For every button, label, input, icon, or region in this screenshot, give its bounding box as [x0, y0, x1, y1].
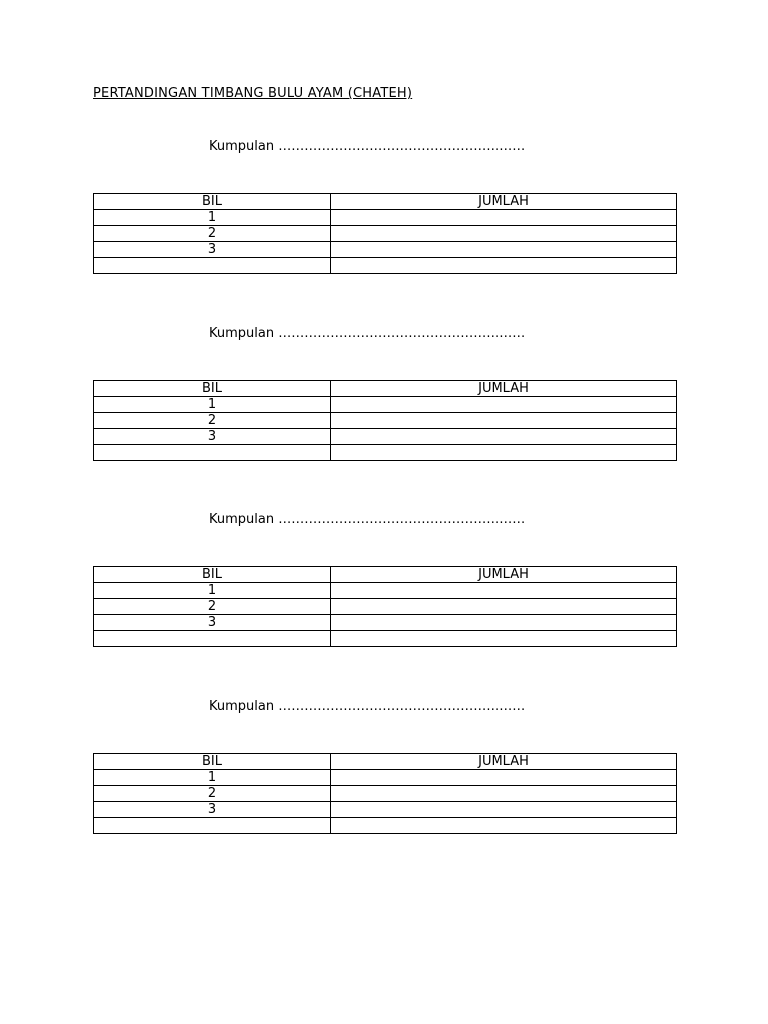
bil-cell: 1	[94, 397, 331, 413]
bil-cell	[94, 445, 331, 461]
table-row	[94, 599, 677, 615]
jumlah-cell	[331, 258, 677, 274]
table-header-row	[94, 381, 677, 397]
table-row	[94, 445, 677, 461]
table-row	[94, 413, 677, 429]
jumlah-cell	[331, 818, 677, 834]
group-label-4: Kumpulan …………………………………………………	[209, 699, 526, 714]
jumlah-cell	[331, 599, 677, 615]
jumlah-cell	[331, 770, 677, 786]
score-table-3	[93, 566, 677, 647]
jumlah-cell	[331, 615, 677, 631]
jumlah-cell	[331, 210, 677, 226]
bil-cell: 2	[94, 226, 331, 242]
table-row	[94, 818, 677, 834]
jumlah-cell	[331, 583, 677, 599]
jumlah-cell	[331, 242, 677, 258]
bil-cell	[94, 818, 331, 834]
score-table-2	[93, 380, 677, 461]
table-row	[94, 226, 677, 242]
score-table-1	[93, 193, 677, 274]
bil-cell: 2	[94, 786, 331, 802]
table-row	[94, 770, 677, 786]
jumlah-cell	[331, 413, 677, 429]
bil-cell: 3	[94, 429, 331, 445]
jumlah-cell	[331, 802, 677, 818]
group-label-3: Kumpulan …………………………………………………	[209, 512, 526, 527]
table-row	[94, 583, 677, 599]
jumlah-cell	[331, 445, 677, 461]
column-header-bil: BIL	[94, 567, 331, 583]
bil-cell: 2	[94, 599, 331, 615]
column-header-bil: BIL	[94, 754, 331, 770]
column-header-jumlah: JUMLAH	[331, 194, 677, 210]
table-row	[94, 615, 677, 631]
jumlah-cell	[331, 429, 677, 445]
table-row	[94, 258, 677, 274]
table-row	[94, 802, 677, 818]
table-row	[94, 397, 677, 413]
bil-cell: 1	[94, 210, 331, 226]
table-row	[94, 210, 677, 226]
table-row	[94, 242, 677, 258]
bil-cell: 1	[94, 770, 331, 786]
page-title: PERTANDINGAN TIMBANG BULU AYAM (CHATEH)	[93, 86, 413, 101]
bil-cell: 3	[94, 802, 331, 818]
bil-cell	[94, 631, 331, 647]
bil-cell: 3	[94, 242, 331, 258]
column-header-jumlah: JUMLAH	[331, 381, 677, 397]
bil-cell: 1	[94, 583, 331, 599]
table-row	[94, 631, 677, 647]
table-header-row	[94, 567, 677, 583]
table-row	[94, 429, 677, 445]
bil-cell: 2	[94, 413, 331, 429]
jumlah-cell	[331, 631, 677, 647]
bil-cell	[94, 258, 331, 274]
jumlah-cell	[331, 786, 677, 802]
bil-cell: 3	[94, 615, 331, 631]
table-row	[94, 786, 677, 802]
table-header-row	[94, 754, 677, 770]
score-table-4	[93, 753, 677, 834]
group-label-2: Kumpulan …………………………………………………	[209, 326, 526, 341]
table-header-row	[94, 194, 677, 210]
group-label-1: Kumpulan …………………………………………………	[209, 139, 526, 154]
column-header-bil: BIL	[94, 194, 331, 210]
column-header-jumlah: JUMLAH	[331, 754, 677, 770]
column-header-jumlah: JUMLAH	[331, 567, 677, 583]
column-header-bil: BIL	[94, 381, 331, 397]
jumlah-cell	[331, 226, 677, 242]
jumlah-cell	[331, 397, 677, 413]
